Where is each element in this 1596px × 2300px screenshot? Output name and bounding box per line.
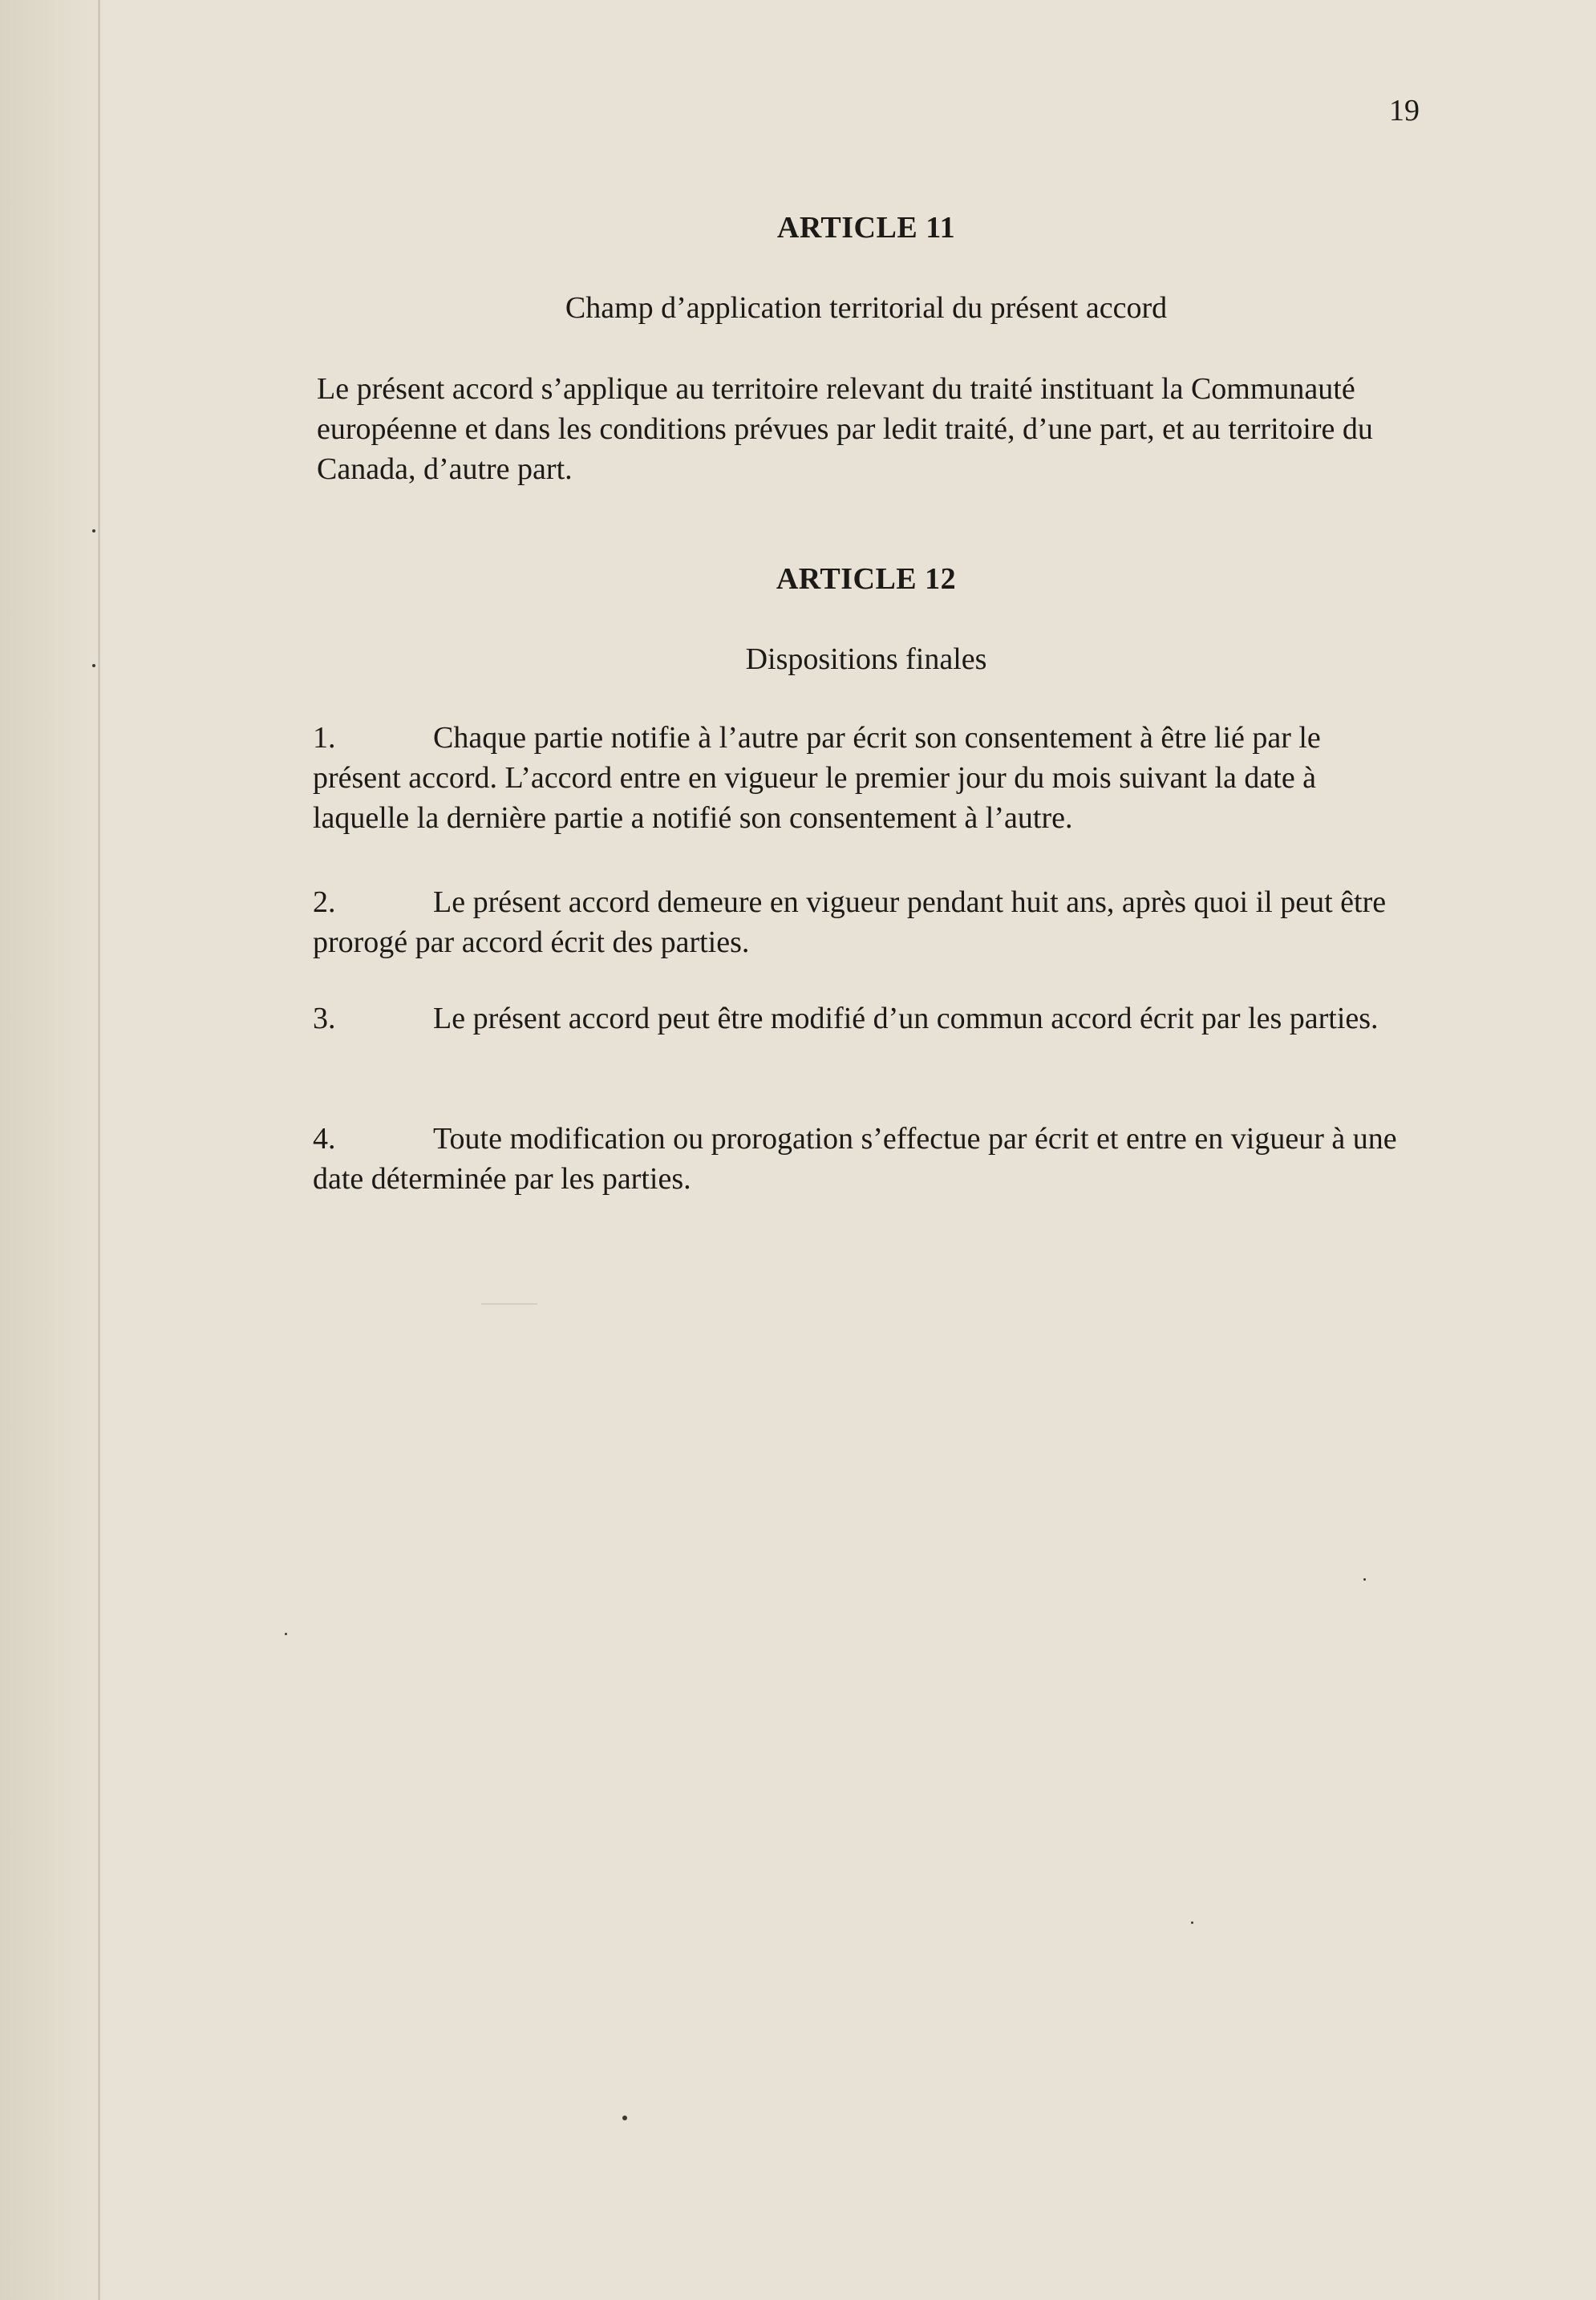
paragraph-text: Le présent accord peut être modifié d’un commun accord écrit par les parties. (433, 1002, 1379, 1035)
article-12-paragraph-4 (313, 1119, 1408, 1199)
paper-speck (622, 2116, 627, 2120)
article-12-subtitle: Dispositions finales (745, 642, 987, 676)
paragraph-text: Chaque partie notifie à l’autre par écrit son consentement à être lié par le présent accord. L’accord entre en vigueur le premier jour du mois suivant la date à laquelle la dernière partie a notifié son consentement à l’autre. (313, 721, 1321, 835)
article-11-text: Le présent accord s’applique au territoire relevant du traité instituant la Communauté européenne et dans les conditions prévues par ledit traité, d’une part, et au territoire du Canada, d’autre part. (317, 372, 1373, 486)
article-11-heading: ARTICLE 11 (776, 211, 956, 245)
article-12-paragraph-2 (313, 882, 1408, 962)
paragraph-text: Le présent accord demeure en vigueur pendant huit ans, après quoi il peut être prorogé par accord écrit des parties. (313, 885, 1387, 959)
article-12-paragraph-3 (313, 998, 1408, 1039)
paper-speck (1363, 1578, 1366, 1581)
paper-speck (1191, 1921, 1193, 1924)
faint-mark (481, 1303, 537, 1305)
paper-speck (285, 1633, 287, 1635)
page-number: 19 (1389, 94, 1420, 128)
article-11-subtitle: Champ d’application territorial du présent accord (565, 291, 1168, 325)
paper-speck (92, 664, 95, 667)
paper-speck (92, 529, 95, 532)
paragraph-number: 3. (313, 1002, 336, 1035)
paragraph-text: Toute modification ou prorogation s’effectue par écrit et entre en vigueur à une date déterminée par les parties. (313, 1122, 1397, 1196)
article-12-heading: ARTICLE 12 (776, 562, 957, 596)
paragraph-number: 2. (313, 885, 336, 919)
paragraph-number: 4. (313, 1122, 336, 1156)
paragraph-number: 1. (313, 721, 336, 755)
article-12-paragraph-1 (313, 718, 1408, 838)
